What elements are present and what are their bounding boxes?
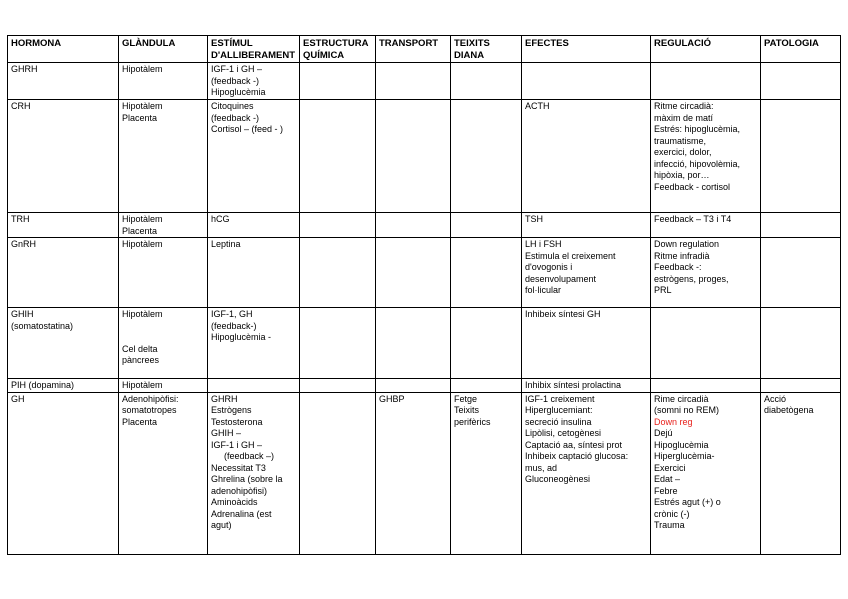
cell-line: Cel delta — [122, 343, 158, 354]
cell-line: Hipotàlem — [122, 64, 163, 74]
cell-line: IGF-1 i GH – — [211, 439, 263, 450]
cell-patologia — [761, 100, 841, 213]
cell-line: (somatostatina) — [11, 320, 74, 331]
cell-estimul — [208, 213, 300, 238]
cell-line: Hipotàlem — [122, 309, 163, 319]
cell-patologia — [761, 392, 841, 554]
cell-line: somatotropes — [122, 405, 177, 415]
cell-line: secreció insulina — [525, 416, 592, 427]
cell-efectes — [522, 392, 651, 554]
cell-line: diabetògena — [764, 405, 814, 415]
cell-transport — [376, 213, 451, 238]
cell-line: Adenohipòfisi: — [122, 393, 179, 404]
header-transport: TRANSPORT — [376, 36, 451, 63]
cell-line: Hipotàlem — [122, 239, 163, 249]
cell-hormona — [8, 392, 119, 554]
cell-line: Hipoglucèmia — [211, 87, 266, 97]
cell-line: hipòxia, por… — [654, 170, 710, 180]
cell-efectes — [522, 379, 651, 393]
cell-patologia — [761, 213, 841, 238]
header-efectes: EFECTES — [522, 36, 651, 63]
cell-line: desenvolupament — [525, 273, 597, 284]
cell-glandula — [119, 379, 208, 393]
cell-estimul — [208, 379, 300, 393]
table-row — [8, 392, 841, 554]
cell-estructura — [300, 213, 376, 238]
cell-line: Testosterona — [211, 416, 263, 427]
cell-line: Aminoàcids — [211, 497, 258, 507]
header-patologia: PATOLOGIA — [761, 36, 841, 63]
header-row — [8, 36, 841, 63]
cell-line: agut) — [211, 520, 232, 530]
cell-line — [122, 321, 204, 333]
cell-line: GHRH — [11, 64, 38, 74]
cell-regulacio — [651, 238, 761, 308]
cell-line: Gluconeogènesi — [525, 474, 591, 484]
table-row — [8, 379, 841, 393]
cell-line: Inhibeix captació glucosa: — [525, 451, 629, 461]
hormones-table — [7, 35, 841, 555]
cell-line: (feedback –) — [224, 451, 275, 461]
cell-line: Placenta — [122, 225, 158, 236]
cell-line: Adrenalina (est — [211, 508, 272, 519]
cell-transport — [376, 308, 451, 379]
cell-line: Exercici — [654, 462, 686, 473]
cell-estimul — [208, 63, 300, 100]
cell-teixits — [451, 238, 522, 308]
cell-transport — [376, 238, 451, 308]
cell-line: Acció — [764, 393, 787, 404]
cell-teixits — [451, 100, 522, 213]
cell-line: GHBP — [379, 393, 405, 404]
cell-line: Hipotàlem — [122, 380, 163, 390]
cell-line: Rime circadià — [654, 393, 709, 404]
table-row — [8, 308, 841, 379]
cell-line: Estimula el creixement — [525, 250, 616, 261]
cell-line: Estrés: hipoglucèmia, — [654, 124, 741, 134]
cell-hormona — [8, 213, 119, 238]
cell-efectes — [522, 100, 651, 213]
table-row — [8, 100, 841, 213]
cell-estimul — [208, 392, 300, 554]
cell-line: hCG — [211, 214, 230, 224]
cell-glandula — [119, 213, 208, 238]
cell-line: mus, ad — [525, 462, 558, 473]
cell-line: IGF-1 creixement — [525, 393, 595, 404]
cell-line: CRH — [11, 101, 31, 111]
cell-line: adenohipòfisi) — [211, 485, 268, 496]
cell-line: Placenta — [122, 112, 158, 123]
table-row — [8, 213, 841, 238]
header-estructura: ESTRUCTURA QUÍMICA — [300, 36, 376, 63]
cell-glandula — [119, 238, 208, 308]
cell-glandula — [119, 100, 208, 213]
cell-line: Placenta — [122, 416, 158, 427]
cell-transport — [376, 392, 451, 554]
cell-line: exercici, dolor, — [654, 147, 712, 157]
cell-estructura — [300, 392, 376, 554]
cell-regulacio — [651, 392, 761, 554]
cell-estructura — [300, 63, 376, 100]
cell-hormona — [8, 379, 119, 393]
cell-efectes — [522, 213, 651, 238]
cell-hormona — [8, 238, 119, 308]
cell-teixits — [451, 213, 522, 238]
cell-line: TSH — [525, 214, 543, 224]
cell-line: Hipoglucèmia — [654, 439, 709, 450]
cell-line: Estrés agut (+) o — [654, 497, 721, 507]
cell-regulacio — [651, 213, 761, 238]
cell-line: Hiperglucèmia- — [654, 451, 715, 461]
cell-line: Inhibix síntesi prolactina — [525, 380, 622, 390]
table-row — [8, 63, 841, 100]
cell-line: IGF-1, GH — [211, 309, 253, 319]
cell-glandula — [119, 392, 208, 554]
cell-teixits — [451, 379, 522, 393]
header-hormona: HORMONA — [8, 36, 119, 63]
cell-line: Feedback – T3 i T4 — [654, 214, 732, 224]
cell-estructura — [300, 100, 376, 213]
cell-line: Down regulation — [654, 239, 720, 249]
cell-teixits — [451, 308, 522, 379]
cell-line: (feedback-) — [211, 320, 257, 331]
cell-line: crònic (-) — [654, 508, 690, 519]
cell-estimul — [208, 238, 300, 308]
cell-regulacio — [651, 63, 761, 100]
cell-patologia — [761, 379, 841, 393]
cell-line: ACTH — [525, 101, 550, 111]
cell-transport — [376, 100, 451, 213]
cell-line: GHRH — [211, 393, 238, 404]
cell-line: Fetge — [454, 393, 478, 404]
cell-glandula — [119, 308, 208, 379]
cell-line: Estrògens — [211, 405, 252, 415]
cell-line: màxim de matí — [654, 112, 714, 123]
cell-line: Hipotàlem — [122, 101, 163, 111]
cell-line: Leptina — [211, 239, 241, 249]
cell-line: IGF-1 i GH – — [211, 64, 263, 74]
cell-regulacio — [651, 308, 761, 379]
cell-line: infecció, hipovolèmia, — [654, 158, 741, 169]
cell-patologia — [761, 308, 841, 379]
header-regulacio: REGULACIÓ — [651, 36, 761, 63]
cell-line: perifèrics — [454, 416, 491, 427]
cell-line: Citoquines — [211, 101, 254, 111]
cell-line: Edat – — [654, 474, 681, 484]
cell-line: Hipoglucèmia - — [211, 332, 272, 342]
cell-line: TRH — [11, 214, 30, 224]
cell-teixits — [451, 63, 522, 100]
cell-line: (somni no REM) — [654, 405, 720, 415]
cell-line: GH — [11, 393, 25, 404]
cell-hormona — [8, 63, 119, 100]
cell-line: Necessitat T3 — [211, 462, 266, 473]
cell-line: (feedback -) — [211, 112, 260, 123]
header-teixits: TEIXITS DIANA — [451, 36, 522, 63]
cell-line: Inhibeix síntesi GH — [525, 309, 601, 319]
cell-line: pàncrees — [122, 355, 160, 365]
cell-estructura — [300, 379, 376, 393]
cell-transport — [376, 63, 451, 100]
cell-line: Feedback -: — [654, 262, 702, 272]
cell-regulacio — [651, 100, 761, 213]
cell-hormona — [8, 308, 119, 379]
cell-line: GnRH — [11, 239, 37, 249]
cell-estructura — [300, 238, 376, 308]
cell-glandula — [119, 63, 208, 100]
header-estimul: ESTÍMUL D'ALLIBERAMENT — [208, 36, 300, 63]
cell-line: (feedback -) — [211, 75, 260, 86]
cell-line: Feedback - cortisol — [654, 181, 731, 192]
cell-transport — [376, 379, 451, 393]
cell-efectes — [522, 308, 651, 379]
cell-line: traumatisme, — [654, 135, 707, 146]
cell-efectes — [522, 238, 651, 308]
cell-line: PIH (dopamina) — [11, 380, 75, 390]
cell-line: Ghrelina (sobre la — [211, 474, 283, 484]
cell-line: Ritme infradià — [654, 250, 710, 261]
cell-estructura — [300, 308, 376, 379]
header-glandula: GLÀNDULA — [119, 36, 208, 63]
cell-line: Dejú — [654, 428, 673, 438]
cell-estimul — [208, 100, 300, 213]
cell-efectes — [522, 63, 651, 100]
cell-line: Trauma — [654, 520, 685, 530]
cell-regulacio — [651, 379, 761, 393]
cell-line: Down reg — [654, 416, 693, 427]
cell-line: Ritme circadià: — [654, 101, 714, 111]
cell-line: Lipòlisi, cetogènesi — [525, 428, 602, 438]
cell-line: d'ovogonis i — [525, 262, 573, 272]
cell-line: Febre — [654, 485, 678, 496]
cell-teixits — [451, 392, 522, 554]
cell-estimul — [208, 308, 300, 379]
cell-line: GHIH — [11, 309, 34, 319]
cell-line: Teixits — [454, 405, 480, 415]
cell-hormona — [8, 100, 119, 213]
cell-line: Captació aa, síntesi prot — [525, 439, 623, 450]
cell-line: LH i FSH — [525, 239, 562, 249]
cell-line: PRL — [654, 285, 672, 295]
cell-line: Hipotàlem — [122, 214, 163, 224]
cell-line — [122, 332, 204, 344]
cell-line: fol·licular — [525, 285, 562, 295]
cell-line: Hiperglucemiant: — [525, 405, 593, 415]
table-row — [8, 238, 841, 308]
cell-line: estrògens, proges, — [654, 273, 729, 284]
cell-line: GHIH – — [211, 428, 242, 438]
cell-patologia — [761, 63, 841, 100]
cell-line: Cortisol – (feed - ) — [211, 124, 284, 134]
cell-patologia — [761, 238, 841, 308]
